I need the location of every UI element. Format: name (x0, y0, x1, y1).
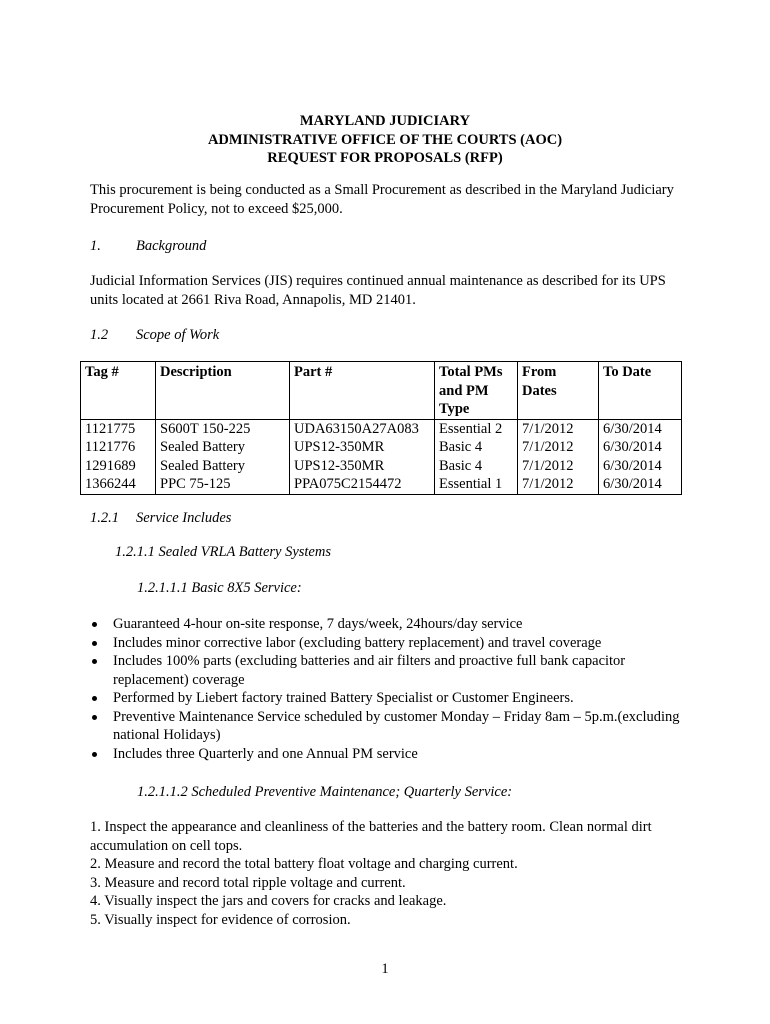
bullet-text: Performed by Liebert factory trained Battery Specialist or Customer Engineers. (113, 690, 574, 706)
cell-tag: 1366244 (81, 475, 156, 494)
subsection-1-2-1-1: 1.2.1.1 Sealed VRLA Battery Systems (115, 544, 331, 560)
title-line-3: REQUEST FOR PROPOSALS (RFP) (267, 150, 503, 166)
intro-paragraph: This procurement is being conducted as a Small Procurement as described in the Maryland Judiciary Procurement Policy, not to exceed $25,000. (90, 182, 674, 217)
cell-pm-type: Essential 1 (435, 475, 518, 494)
list-item (90, 745, 690, 764)
table-row (81, 457, 682, 476)
cell-to-date: 6/30/2014 (599, 419, 682, 438)
list-item (90, 708, 690, 745)
background-paragraph: Judicial Information Services (JIS) requires continued annual maintenance as described for its UPS units located at 2661 Riva Road, Annapolis, MD 21401. (90, 273, 666, 308)
cell-tag: 1121776 (81, 438, 156, 457)
title-line-2: ADMINISTRATIVE OFFICE OF THE COURTS (AOC) (207, 131, 563, 148)
section-1-2-number: 1.2 (90, 327, 109, 343)
section-1-2-1-number: 1.2.1 (90, 510, 119, 526)
bullet-text: Preventive Maintenance Service scheduled by customer Monday – Friday 8am – 5p.m.(excluding national Holidays) (113, 708, 680, 743)
document-title (0, 112, 770, 168)
step-item: 3. Measure and record total ripple voltage and current. (90, 874, 406, 891)
cell-tag: 1121775 (81, 419, 156, 438)
list-item (90, 652, 690, 689)
cell-to-date: 6/30/2014 (599, 457, 682, 476)
header-from-dates: From Dates (518, 362, 599, 420)
cell-pm-type: Essential 2 (435, 419, 518, 438)
bullet-icon (92, 696, 97, 701)
cell-description: PPC 75-125 (156, 475, 290, 494)
cell-from-date: 7/1/2012 (518, 475, 599, 494)
header-total-pms: Total PMs and PM Type (435, 362, 518, 420)
title-line-1: MARYLAND JUDICIARY (299, 113, 471, 129)
header-to-date: To Date (599, 362, 682, 420)
step-item: 5. Visually inspect for evidence of corrosion. (90, 911, 351, 928)
section-1-2-1-heading (90, 509, 231, 528)
list-item (90, 615, 690, 634)
header-tag: Tag # (81, 362, 156, 420)
table-header-row (81, 362, 682, 420)
list-item (90, 634, 690, 653)
cell-part: PPA075C2154472 (290, 475, 435, 494)
header-part: Part # (290, 362, 435, 420)
bullet-text: Includes 100% parts (excluding batteries and air filters and proactive full bank capacitor replacement) coverage (113, 653, 626, 688)
section-1-title: Background (136, 238, 207, 254)
subsection-1-2-1-1-2: 1.2.1.1.2 Scheduled Preventive Maintenance; Quarterly Service: (137, 784, 513, 800)
cell-to-date: 6/30/2014 (599, 438, 682, 457)
cell-from-date: 7/1/2012 (518, 419, 599, 438)
step-item: 4. Visually inspect the jars and covers for cracks and leakage. (90, 893, 447, 909)
bullet-text: Includes three Quarterly and one Annual PM service (113, 745, 418, 762)
subsection-1-2-1-1-1: 1.2.1.1.1 Basic 8X5 Service: (137, 580, 302, 596)
header-description: Description (156, 362, 290, 420)
cell-tag: 1291689 (81, 457, 156, 476)
section-1-2-heading (90, 326, 219, 345)
list-item (90, 689, 690, 708)
cell-description: Sealed Battery (156, 457, 290, 476)
cell-part: UDA63150A27A083 (290, 419, 435, 438)
cell-part: UPS12-350MR (290, 438, 435, 457)
cell-to-date: 6/30/2014 (599, 475, 682, 494)
bullet-icon (92, 622, 97, 627)
step-item: 2. Measure and record the total battery float voltage and charging current. (90, 856, 518, 872)
table-row (81, 438, 682, 457)
bullet-icon (92, 659, 97, 664)
bullet-icon (92, 641, 97, 646)
service-bullet-list (90, 615, 690, 763)
table-row (81, 419, 682, 438)
section-1-heading (90, 237, 206, 256)
cell-part: UPS12-350MR (290, 457, 435, 476)
scope-table (80, 361, 682, 495)
bullet-icon (92, 715, 97, 720)
maintenance-steps (90, 818, 690, 929)
cell-description: Sealed Battery (156, 438, 290, 457)
bullet-icon (92, 752, 97, 757)
step-item: 1. Inspect the appearance and cleanliness of the batteries and the battery room. Clean normal dirt accumulation on cell tops. (90, 819, 652, 854)
cell-pm-type: Basic 4 (435, 438, 518, 457)
cell-description: S600T 150-225 (156, 419, 290, 438)
section-1-2-title: Scope of Work (136, 327, 220, 343)
table-row (81, 475, 682, 494)
page-number: 1 (381, 961, 389, 977)
bullet-text: Guaranteed 4-hour on-site response, 7 days/week, 24hours/day service (113, 616, 523, 632)
bullet-text: Includes minor corrective labor (excluding battery replacement) and travel coverage (113, 634, 602, 651)
cell-pm-type: Basic 4 (435, 457, 518, 476)
cell-from-date: 7/1/2012 (518, 457, 599, 476)
section-1-2-1-title: Service Includes (136, 510, 232, 526)
cell-from-date: 7/1/2012 (518, 438, 599, 457)
section-1-number: 1. (90, 238, 101, 254)
